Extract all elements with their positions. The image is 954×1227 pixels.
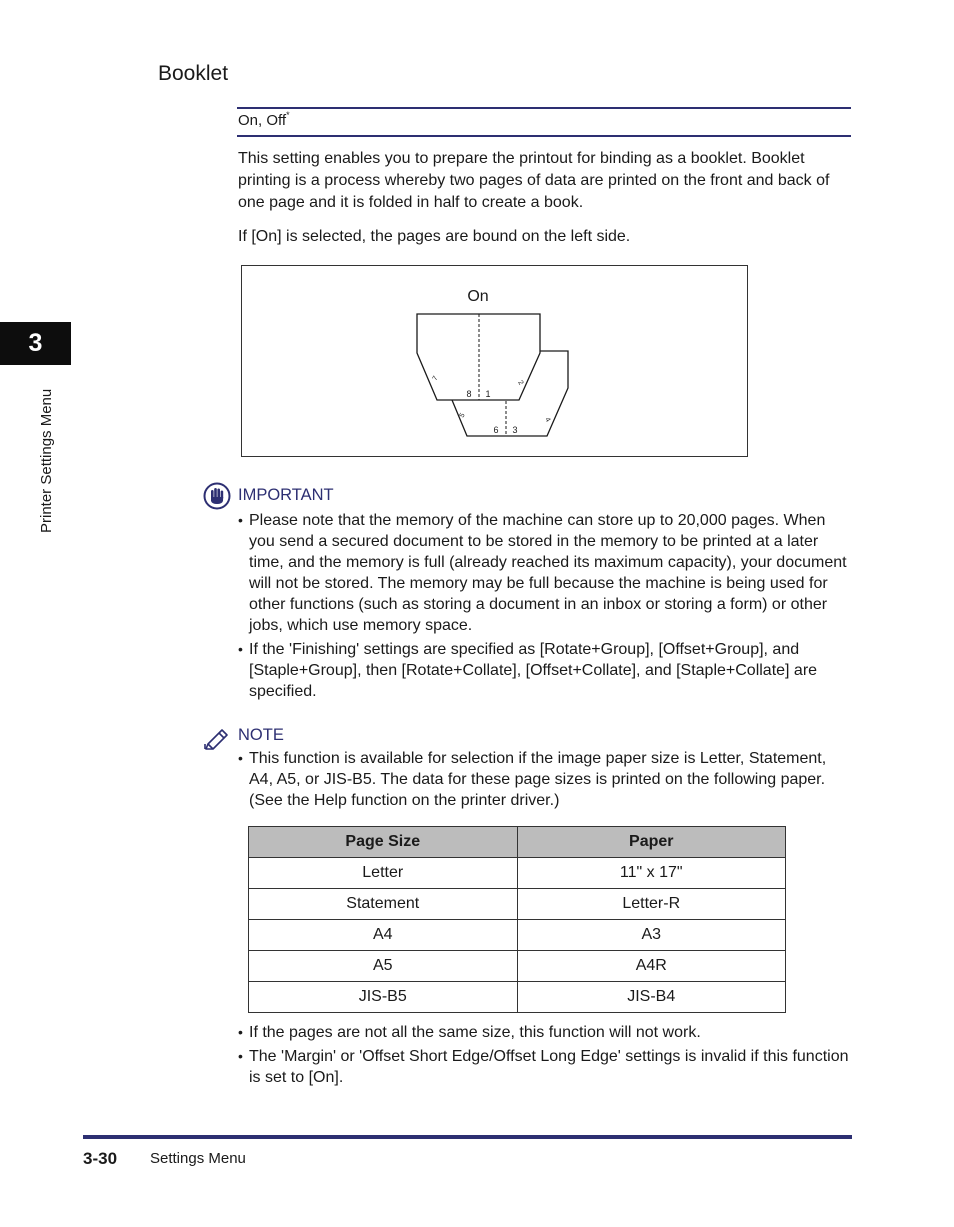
table-cell: Statement bbox=[249, 889, 518, 920]
table-cell: JIS-B5 bbox=[249, 982, 518, 1013]
list-item: • Please note that the memory of the machine can store up to 20,000 pages. When you send a secured document to be stored in the memory to be printed at a later time, and the memory is full (already reached its maximum capacity), your document will not be stored. The memory may be full because the machine is being used for other functions (such as storing a document in an inbox or storing a form) or other jobs, which use memory space. bbox=[238, 510, 852, 636]
note-list-bottom bbox=[238, 1022, 852, 1091]
important-list bbox=[238, 510, 852, 705]
options-line bbox=[238, 112, 290, 129]
note-list-top bbox=[238, 748, 852, 814]
table-row bbox=[249, 951, 786, 982]
page-number-5: 5 bbox=[458, 412, 467, 419]
figure-label: On bbox=[467, 288, 489, 305]
page-number-4: 4 bbox=[543, 416, 552, 424]
options-top-rule bbox=[237, 107, 851, 109]
description-paragraph: This setting enables you to prepare the printout for binding as a booklet. Booklet printing is a process whereby two pages of data are printed on the front and back of one page and it is folded in half to create a book. bbox=[238, 150, 830, 211]
note-heading: NOTE bbox=[238, 726, 284, 744]
page-number-3: 3 bbox=[512, 425, 518, 435]
booklet-figure bbox=[241, 265, 748, 457]
booklet-illustration bbox=[242, 266, 747, 456]
page-number-8: 8 bbox=[466, 389, 472, 399]
table-cell: Letter-R bbox=[517, 889, 786, 920]
table-cell: A5 bbox=[249, 951, 518, 982]
table-row bbox=[249, 920, 786, 951]
list-item: • This function is available for selection if the image paper size is Letter, Statement, A4, A5, or JIS-B5. The data for these page sizes is printed on the following paper. (See the Help function on the printer driver.) bbox=[238, 748, 852, 811]
footer-rule bbox=[83, 1135, 852, 1139]
table-cell: A3 bbox=[517, 920, 786, 951]
table-header-page-size: Page Size bbox=[249, 827, 518, 858]
table-cell: A4R bbox=[517, 951, 786, 982]
page-number: 3-30 bbox=[83, 1149, 118, 1168]
footer-title: Settings Menu bbox=[150, 1150, 246, 1167]
options-bottom-rule bbox=[237, 135, 851, 137]
chapter-side-title: Printer Settings Menu bbox=[38, 388, 55, 533]
table-header-row bbox=[249, 827, 786, 858]
pencil-icon bbox=[203, 724, 231, 750]
default-mark: * bbox=[286, 110, 290, 120]
table-row bbox=[249, 889, 786, 920]
table-cell: A4 bbox=[249, 920, 518, 951]
chapter-tab: 3 bbox=[0, 322, 71, 365]
table-cell: JIS-B4 bbox=[517, 982, 786, 1013]
table-row bbox=[249, 982, 786, 1013]
table-cell: 11" x 17" bbox=[517, 858, 786, 889]
page-number-6: 6 bbox=[493, 425, 499, 435]
page-number-2: 2 bbox=[516, 379, 525, 387]
paper-size-table bbox=[248, 826, 786, 1013]
binding-paragraph: If [On] is selected, the pages are bound on the left side. bbox=[238, 228, 631, 245]
options-text: On, Off bbox=[238, 112, 287, 129]
page-number-7: 7 bbox=[431, 375, 440, 382]
page-number-1: 1 bbox=[485, 389, 491, 399]
table-row bbox=[249, 858, 786, 889]
hand-stop-icon bbox=[203, 482, 231, 510]
section-title: Booklet bbox=[158, 62, 229, 85]
table-header-paper: Paper bbox=[517, 827, 786, 858]
list-item: • The 'Margin' or 'Offset Short Edge/Offset Long Edge' settings is invalid if this function is set to [On]. bbox=[238, 1046, 852, 1088]
list-item: • If the 'Finishing' settings are specified as [Rotate+Group], [Offset+Group], and [Staple+Group], then [Rotate+Collate], [Offset+Collate], and [Staple+Collate] are specified. bbox=[238, 639, 852, 702]
list-item: • If the pages are not all the same size, this function will not work. bbox=[238, 1022, 852, 1043]
important-heading: IMPORTANT bbox=[238, 486, 334, 504]
table-cell: Letter bbox=[249, 858, 518, 889]
